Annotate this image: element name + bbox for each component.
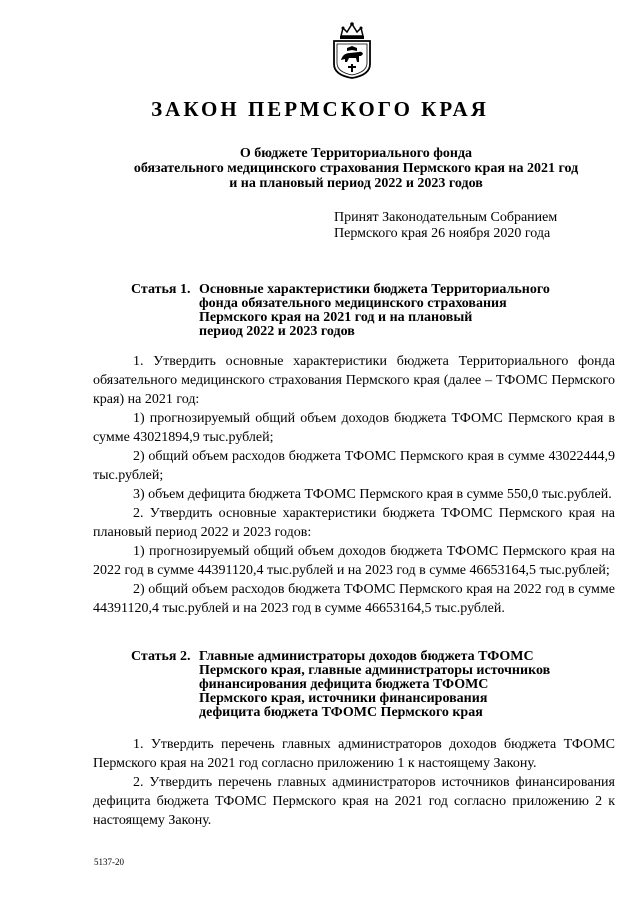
adoption-note xyxy=(334,210,634,242)
article-2-paragraph: 2. Утвердить перечень главных администраторов источников финансирования дефицита бюджета ТФОМС Пермского края на 2021 год согласно приложению 2 к настоящему Закону. xyxy=(93,775,615,828)
law-subject-line: и на плановый период 2022 и 2023 годов xyxy=(229,176,483,191)
article-1-paragraph: 1. Утвердить основные характеристики бюджета Территориального фонда обязательного медицинского страхования Пермского края (далее – ТФОМС Пермского края) на 2021 год: xyxy=(93,354,615,407)
article-1-paragraph: 1) прогнозируемый общий объем доходов бюджета ТФОМС Пермского края в сумме 43021894,9 тыс.рублей; xyxy=(93,411,615,445)
article-1-title-line: фонда обязательного медицинского страхования xyxy=(199,296,507,311)
article-2-heading xyxy=(131,650,601,720)
article-1-heading xyxy=(131,283,601,339)
article-2-title-line: финансирования дефицита бюджета ТФОМС xyxy=(199,677,489,692)
article-1-paragraph: 2) общий объем расходов бюджета ТФОМС Пермского края в сумме 43022444,9 тыс.рублей; xyxy=(93,449,615,483)
article-2-title-line: Главные администраторы доходов бюджета ТФОМС xyxy=(199,649,534,664)
article-2-title-line: Пермского края, главные администраторы источников xyxy=(199,663,551,678)
law-subject-line: О бюджете Территориального фонда xyxy=(239,146,473,161)
article-2-label: Статья 2. xyxy=(131,649,191,664)
document-code: 5137-20 xyxy=(94,857,124,867)
article-2-title-line: дефицита бюджета ТФОМС Пермского края xyxy=(199,705,483,720)
law-title: ЗАКОН ПЕРМСКОГО КРАЯ xyxy=(151,97,489,121)
adoption-line: Принят Законодательным Собранием xyxy=(334,210,558,225)
law-subject xyxy=(100,146,612,191)
article-2-body xyxy=(93,735,615,830)
article-2-paragraph: 1. Утвердить перечень главных администраторов доходов бюджета ТФОМС Пермского края на 2021 год согласно приложению 1 к настоящему Закону. xyxy=(93,737,615,771)
article-1-paragraph: 3) объем дефицита бюджета ТФОМС Пермского края в сумме 550,0 тыс.рублей. xyxy=(133,487,612,502)
article-1-title-line: Основные характеристики бюджета Территориального xyxy=(199,282,550,297)
law-subject-line: обязательного медицинского страхования Пермского края на 2021 год xyxy=(133,161,579,176)
coat-of-arms-icon xyxy=(329,20,375,80)
article-1-title-line: Пермского края на 2021 год и на плановый xyxy=(199,310,473,325)
article-1-paragraph: 2) общий объем расходов бюджета ТФОМС Пермского края на 2022 год в сумме 44391120,4 тыс.рублей и на 2023 год в сумме 46653164,5 тыс.рублей. xyxy=(93,582,615,616)
article-1-label: Статья 1. xyxy=(131,282,191,297)
article-1-paragraph: 2. Утвердить основные характеристики бюджета ТФОМС Пермского края на плановый период 2022 и 2023 годов: xyxy=(93,506,615,540)
article-1-title-line: период 2022 и 2023 годов xyxy=(199,324,355,339)
adoption-line: Пермского края 26 ноября 2020 года xyxy=(334,226,551,241)
article-1-body xyxy=(93,352,615,618)
article-1-paragraph: 1) прогнозируемый общий объем доходов бюджета ТФОМС Пермского края на 2022 год в сумме 44391120,4 тыс.рублей и на 2023 год в сумме 46653164,5 тыс.рублей; xyxy=(93,544,615,578)
article-2-title-line: Пермского края, источники финансирования xyxy=(199,691,488,706)
